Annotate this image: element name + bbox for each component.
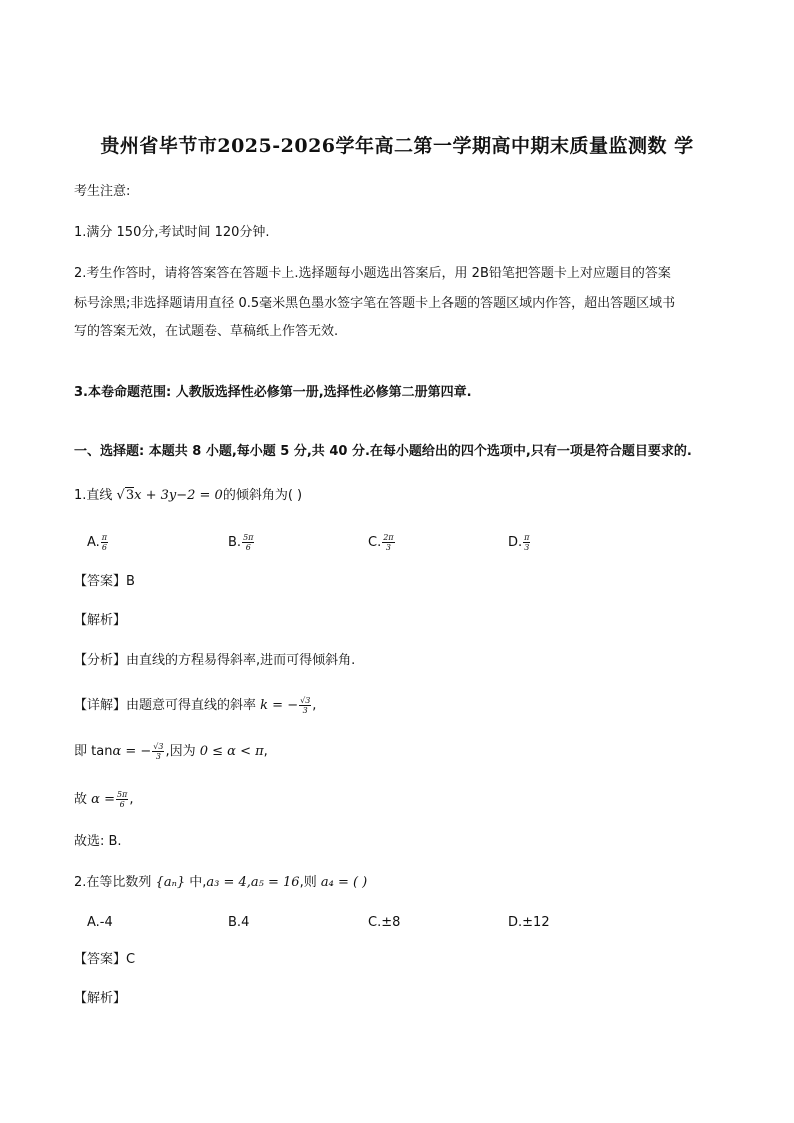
question-1-choose: 故选: B. xyxy=(74,834,122,849)
question-1-prefix: 1.直线 xyxy=(74,488,113,503)
question-2-option-d: D.±12 xyxy=(508,915,550,930)
question-1-option-d: D. $\frac{\pi}{3}$ xyxy=(508,533,530,552)
question-2-option-a: A.-4 xyxy=(87,915,113,930)
question-2-option-c: C.±8 xyxy=(368,915,401,930)
question-1-answer: 【答案】B xyxy=(74,574,135,589)
notice-item-2-line-1: 2.考生作答时，请将答案答在答题卡上.选择题每小题选出答案后，用 2B铅笔把答题卡上对应题目的答案 xyxy=(74,266,671,281)
page-title: 贵州省毕节市2025-2026学年高二第一学期高中期末质量监测数 学 xyxy=(100,135,694,157)
question-1-detail-line-2: 即 tanα = − $\frac{√3}{3}$ ,因为 0 ≤ α < π, xyxy=(74,742,268,761)
question-1-option-c: C. $\frac{2\pi}{3}$ xyxy=(368,533,394,552)
question-1-analysis-label: 【解析】 xyxy=(74,613,127,628)
question-1-stem xyxy=(74,487,302,505)
question-2-option-b: B.4 xyxy=(228,915,250,930)
question-1-option-a: A. $\frac{\pi}{6}$ xyxy=(87,533,108,552)
question-1-suffix: 的倾斜角为( ) xyxy=(222,488,303,503)
question-1-detail: 【详解】由题意可得直线的斜率 k = − $\frac{√3}{3}$ , xyxy=(74,696,317,715)
notice-item-3: 3.本卷命题范围: 人教版选择性必修第一册,选择性必修第二册第四章. xyxy=(74,385,472,400)
question-2-analysis-label: 【解析】 xyxy=(74,991,127,1006)
question-2-stem: 2.在等比数列 {aₙ} 中,a₃ = 4,a₅ = 16,则 a₄ = ( ) xyxy=(74,875,368,890)
question-1-fenxi: 【分析】由直线的方程易得斜率,进而可得倾斜角. xyxy=(74,653,356,668)
notice-item-1: 1.满分 150分,考试时间 120分钟. xyxy=(74,225,270,240)
notice-item-2-line-3: 写的答案无效，在试题卷、草稿纸上作答无效. xyxy=(74,324,339,339)
question-1-equation: x + 3y−2 = 0 xyxy=(134,488,223,503)
question-2-answer: 【答案】C xyxy=(74,952,136,967)
notice-heading: 考生注意: xyxy=(74,184,131,199)
sqrt-symbol: √3 xyxy=(116,488,135,503)
question-1-detail-line-3: 故 α = $\frac{5\pi}{6}$ , xyxy=(74,790,134,809)
section-heading: 一、选择题: 本题共 8 小题,每小题 5 分,共 40 分.在每小题给出的四个选项中,只有一项是符合题目要求的. xyxy=(74,444,692,459)
question-1-option-b: B. $\frac{5\pi}{6}$ xyxy=(228,533,254,552)
notice-item-2-line-2: 标号涂黑;非选择题请用直径 0.5毫米黑色墨水签字笔在答题卡上各题的答题区域内作答，超出答题区域书 xyxy=(74,296,676,311)
